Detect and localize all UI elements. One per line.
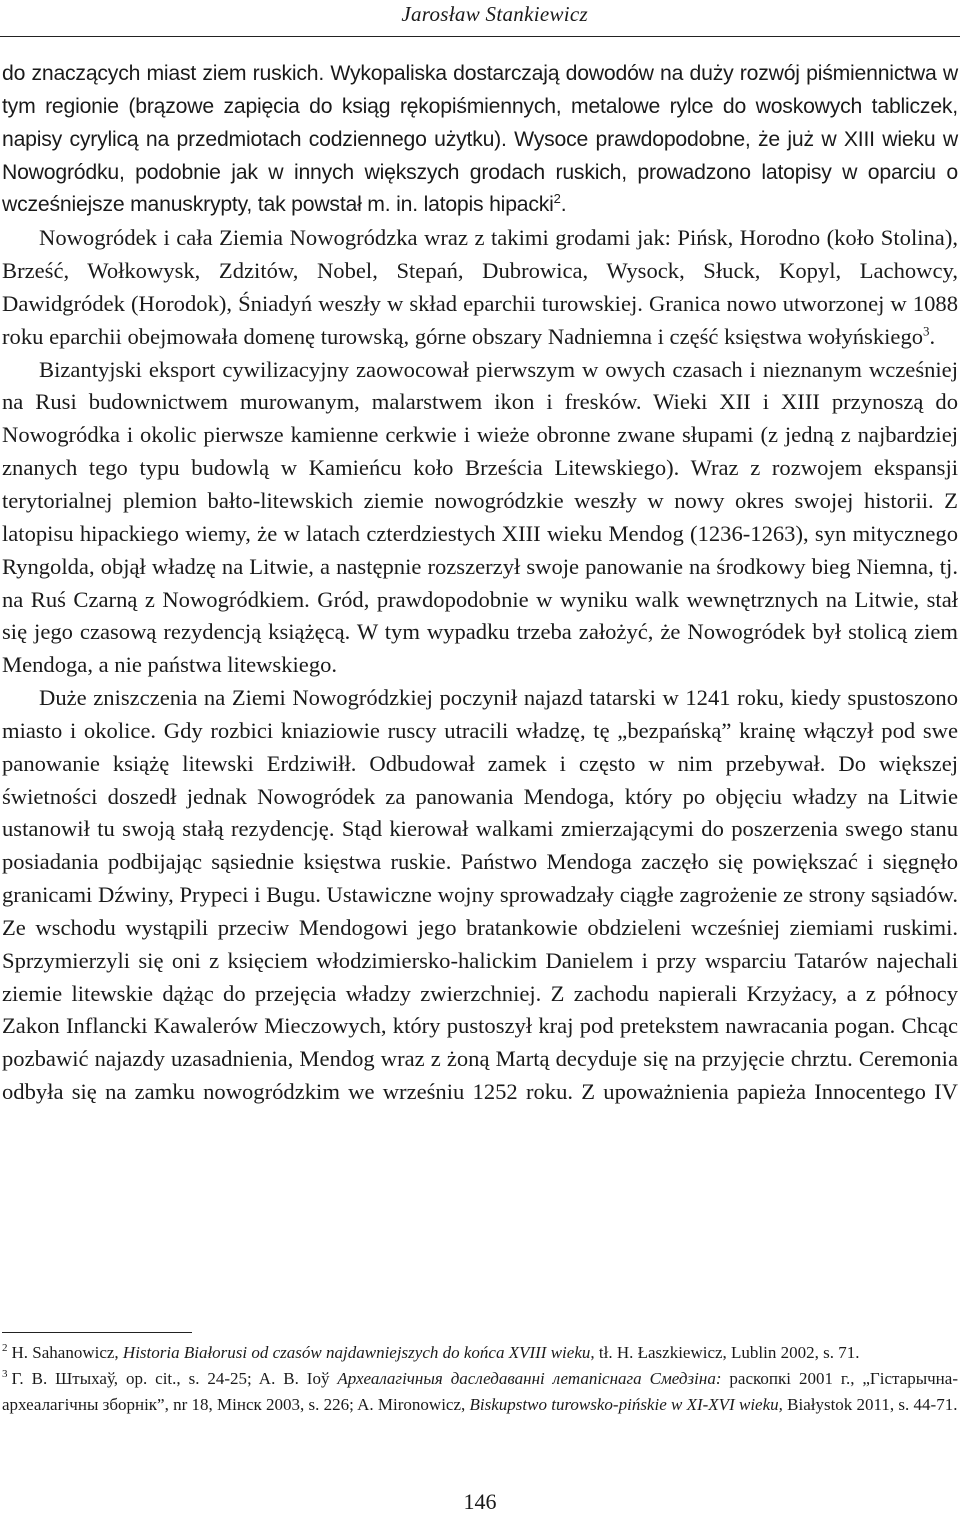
footnote-ref-2: 2 <box>553 191 561 207</box>
footnotes <box>2 1340 958 1418</box>
footnote-ref-3: 3 <box>923 323 930 339</box>
footnote-2-part-a: H. Sahanowicz, <box>11 1343 123 1362</box>
running-header <box>0 0 960 40</box>
paragraph-3: Bizantyjski eksport cywilizacyjny zaowocował pierwszym w owych czasach i nieznanym wcześniej na Rusi budownictwem murowanym, malarstwem ikon i fresków. Wieki XII i XIII przynoszą do Nowogródka i okolic pierwsze kamienne cerkwie i wieże obronne zwane słupami (z jedną z najbardziej znanych tego typu budowlą w Kamieńcu koło Brześcia Litewskiego). Wraz z rozwojem ekspansji terytorialnej plemion bałto-litewskich ziemie nowogródzkie weszły w nowy okres swojej historii. Z latopisu hipackiego wiemy, że w latach czterdziestych XIII wieku Mendog (1236-1263), syn mitycznego Ryngolda, objął władzę na Litwie, a następnie rozszerzył swoje panowanie na środkowy bieg Niemna, tj. na Ruś Czarną z Nowogródkiem. Gród, prawdopodobnie w wyniku walk wewnętrznych na Litwie, stał się jego czasową rezydencją książęcą. W tym wypadku trzeba założyć, że Nowogródek był stolicą ziem Mendoga, a nie państwa litewskiego. <box>2 356 958 678</box>
footnote-3 <box>2 1366 958 1418</box>
footnote-3-title-1: Археалагічныя даследаванні летапіснага Смедзіна: <box>337 1369 722 1388</box>
footnote-2-part-c: , tł. H. Łaszkiewicz, Lublin 2002, s. 71. <box>590 1343 860 1362</box>
footnote-3-title-2: Biskupstwo turowsko-pińskie w XI-XVI wieku, <box>469 1395 783 1414</box>
paragraph-1 <box>2 58 958 222</box>
paragraph-2 <box>2 222 958 353</box>
footnote-2 <box>2 1340 958 1366</box>
main-text <box>2 58 958 1109</box>
footnote-2-number: 2 <box>2 1342 8 1355</box>
footnote-2-title: Historia Białorusi od czasów najdawniejszych do końca XVIII wieku <box>122 1343 591 1362</box>
paragraph-2-text: Nowogródek i cała Ziemia Nowogródzka wraz z takimi grodami jak: Pińsk, Horodno (koło Stolina), Brześć, Wołkowysk, Zdzitów, Nobel, Stepań, Dubrowica, Wysock, Słuck, Kopyl, Lachowcy, Dawidgródek (Horodok), Śniadyń weszły w skład eparchii turowskiej. Granica nowo utworzonej w 1088 roku eparchii obejmowała domenę turowską, górne obszary Nadniemna i część księstwa wołyńskiego <box>2 225 958 349</box>
footnote-rule <box>2 1332 192 1333</box>
paragraph-2-tail: . <box>929 323 936 349</box>
paragraph-1-text: do znaczących miast ziem ruskich. Wykopaliska dostarczają dowodów na duży rozwój piśmiennictwa w tym regionie (brązowe zapięcia do ksiąg rękopiśmiennych, metalowe rylce do woskowych tabliczek, napisy cyrylicą na przedmiotach codziennego użytku). Wysoce prawdopodobne, że już w XIII wieku w Nowogródku, podobnie jak w innych większych grodach ruskich, prowadzono latopisy w oparciu o wcześniejsze manuskrypty, tak powstał m. in. latopis hipacki <box>2 62 958 217</box>
paragraph-1-tail: . <box>560 193 567 217</box>
running-header-author: Jarosław Stankiewicz <box>401 2 588 26</box>
footnote-3-number: 3 <box>2 1368 8 1381</box>
footnote-3-part-a: Г. В. Штыхаў, op. cit., s. 24-25; A. B. Іоў <box>11 1369 338 1388</box>
paragraph-4: Duże zniszczenia na Ziemi Nowogródzkiej poczynił najazd tatarski w 1241 roku, kiedy spustoszono miasto i okolice. Gdy rozbici kniaziowie ruscy utracili władzę, tę „bezpańską” krainę włączył pod swe panowanie książę litewski Erdziwiłł. Odbudował zamek i często w nim przebywał. Do większej świetności doszedł jednak Nowogródek za panowania Mendoga, który po objęciu władzy na Litwie ustanowił tu swoją stałą rezydencję. Stąd kierował walkami zmierzającymi do poszerzenia swego stanu posiadania podbijając sąsiednie księstwa ruskie. Państwo Mendoga zaczęło się powiększać i sięgnęło granicami Dźwiny, Prypeci i Bugu. Ustawiczne wojny sprowadzały ciągłe zagrożenie ze strony sąsiadów. Ze wschodu wystąpili przeciw Mendogowi jego bratankowie obdzieleni wcześniej ziemiami ruskimi. Sprzymierzyli się oni z księciem włodzimiersko-halickim Danielem i przy wsparciu Tatarów najechali ziemie litewskie dążąc do przejęcia władzy zwierzchniej. Z zachodu napierali Krzyżacy, a z północy Zakon Inflancki Kawalerów Mieczowych, który pustoszył kraj pod pretekstem nawracania pogan. Chcąc pozbawić najazdy uzasadnienia, Mendog wraz z żoną Martą decyduje się na przyjęcie chrztu. Ceremonia odbyła się na zamku nowogródzkim we wrześniu 1252 roku. Z upoważnienia papieża Innocentego IV <box>2 685 958 1105</box>
footnote-3-part-e: Białystok 2011, s. 44-71. <box>782 1395 958 1414</box>
header-rule <box>0 36 960 37</box>
footnote-3-part-c: раскопкі 2001 г., „Гістарычна-археалагічны зборнік”, nr 18, Мінск 2003, s. 226; A. Mironowicz, <box>2 1369 958 1414</box>
page-number: 146 <box>463 1489 497 1514</box>
